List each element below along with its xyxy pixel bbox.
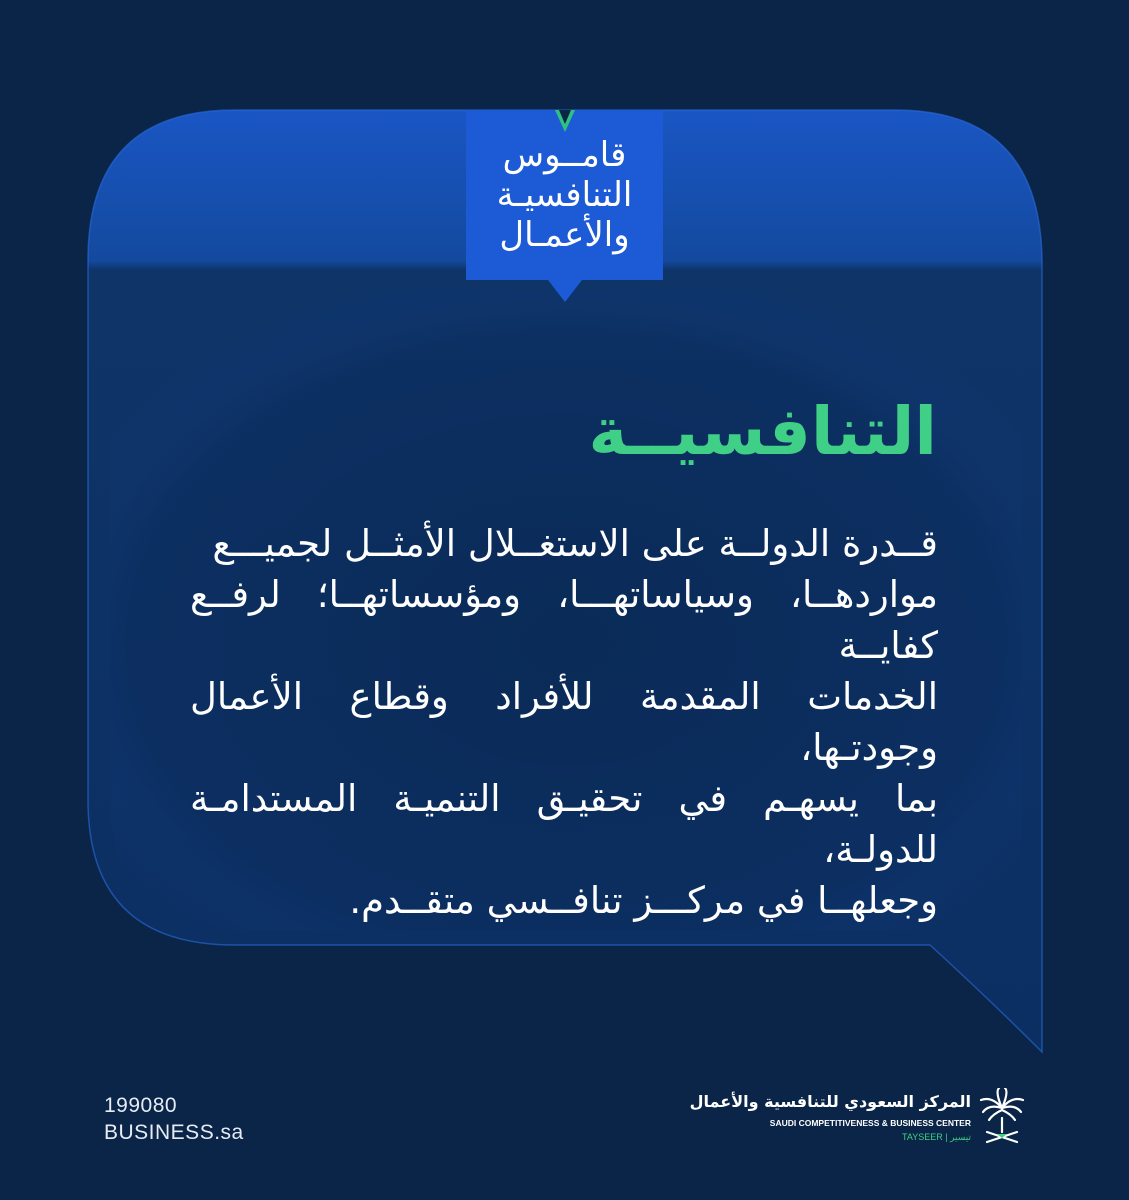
badge-bottom-notch — [548, 280, 582, 302]
definition-line-3: الخدمات المقدمة للأفراد وقطاع الأعمال وجودتـها، — [190, 675, 938, 769]
definition-line-1: قــدرة الدولــة على الاستغــلال الأمثــل لجميـــع — [212, 522, 938, 565]
palm-emblem-icon — [977, 1088, 1027, 1146]
badge-line-3: والأعمـال — [499, 215, 630, 255]
phone-number: 199080 — [104, 1094, 178, 1117]
organization-logo — [689, 1088, 1033, 1148]
logo-name-arabic: المركز السعودي للتنافسية والأعمال — [689, 1092, 971, 1111]
term-title: التنافسيــة — [588, 393, 937, 470]
badge-line-2: التنافسيـة — [496, 175, 633, 215]
definition-line-4: بما يسهـم في تحقيـق التنميـة المستدامـة للدولـة، — [190, 777, 938, 871]
definition-line-5: وجعلهــا في مركـــز تنافــسي متقــدم. — [349, 879, 938, 922]
website-link: BUSINESS.sa — [104, 1121, 244, 1144]
definition-text — [190, 518, 938, 926]
logo-tagline: TAYSEER | تيسير — [902, 1132, 971, 1142]
badge-line-1: قامــوس — [502, 135, 627, 175]
logo-name-english: SAUDI COMPETITIVENESS & BUSINESS CENTER — [769, 1118, 971, 1128]
badge-top-notch-inner — [559, 110, 571, 124]
dictionary-badge — [466, 110, 663, 280]
definition-line-2: مواردهــا، وسياساتهـــا، ومؤسساتهــا؛ لرفــع كفايــة — [190, 573, 938, 667]
